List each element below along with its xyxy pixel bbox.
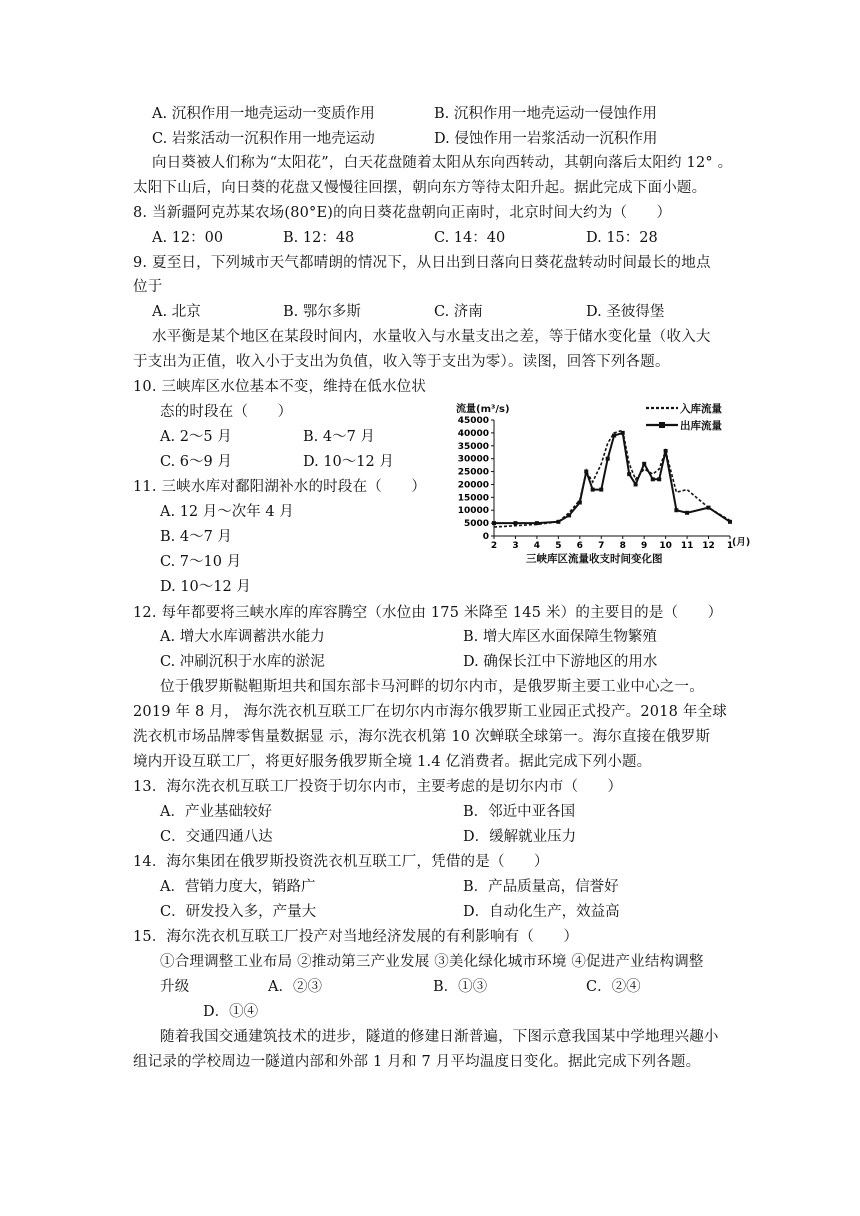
y-tick-label: 40000 — [457, 428, 489, 439]
q8-option-a: A. 12：00 — [152, 230, 224, 246]
outflow-point — [535, 521, 539, 525]
q15-option-a: A．②③ — [268, 979, 322, 995]
water-intro-1: 水平衡是某个地区在某段时间内，水量收入与水量支出之差，等于储水变化量（收入大 — [152, 329, 711, 345]
q14-option-a: A．营销力度大，销路广 — [160, 879, 316, 895]
x-tick-label: 7 — [598, 541, 605, 551]
q7-option-a: A. 沉积作用一地壳运动一变质作用 — [152, 106, 375, 122]
q13-option-a: A．产业基础较好 — [160, 804, 272, 820]
tunnel-intro-2: 组记录的学校周边一隧道内部和外部 1 月和 7 月平均温度日变化。据此完成下列各题。 — [133, 1054, 701, 1070]
x-tick-label: 1 — [726, 541, 734, 551]
outflow-point — [621, 431, 625, 435]
outflow-point — [674, 508, 678, 512]
haier-intro-3: 洗衣机市场品牌零售量数据显 示，海尔洗衣机第 10 次蝉联全球第一。海尔直接在俄罗斯 — [133, 729, 711, 745]
q15-option-c: C．②④ — [586, 979, 641, 995]
y-tick-label: 20000 — [457, 480, 489, 491]
x-tick-label: 5 — [555, 541, 562, 551]
y-tick-label: 15000 — [457, 493, 489, 504]
x-tick-label: 9 — [641, 541, 648, 551]
q9-option-a: A. 北京 — [152, 304, 201, 320]
outflow-point — [578, 500, 582, 504]
q15-items: ①合理调整工业布局 ②推动第三产业发展 ③美化绿化城市环境 ④促进产业结构调整 — [160, 954, 704, 970]
q15-items-cont: 升级 — [160, 979, 190, 995]
outflow-point — [685, 511, 689, 515]
outflow-series-line — [494, 433, 730, 523]
q14-option-b: B．产品质量高，信誉好 — [463, 879, 619, 895]
y-tick-label: 10000 — [457, 506, 489, 517]
haier-intro-2: 2019 年 8 月， 海尔洗衣机互联工厂在切尔内市海尔俄罗斯工业园正式投产。2018 年全球 — [133, 704, 727, 720]
tunnel-intro-1: 随着我国交通建筑技术的进步，隧道的修建日渐普遍，下图示意我国某中学地理兴趣小 — [160, 1029, 719, 1045]
y-tick-label: 0 — [482, 532, 489, 542]
y-tick-label: 30000 — [457, 454, 489, 465]
q10-stem-1: 10. 三峡库区水位基本不变，维持在低水位状 — [133, 379, 427, 395]
sunflower-intro-2: 太阳下山后，向日葵的花盘又慢慢往回摆，朝向东方等待太阳升起。据此完成下面小题。 — [133, 180, 707, 196]
q8-stem: 8. 当新疆阿克苏某农场(80°E)的向日葵花盘朝向正南时，北京时间大约为（ ） — [133, 205, 672, 221]
q7-option-d: D. 侵蚀作用一岩浆活动一沉积作用 — [434, 131, 658, 147]
outflow-point — [657, 477, 661, 481]
q11-stem: 11. 三峡水库对鄱阳湖补水的时段在（ ） — [133, 479, 427, 495]
chart-ylabel: 流量(m³/s) — [456, 404, 510, 415]
chart-title: 三峡库区流量收支时间变化图 — [526, 553, 663, 565]
reservoir-flow-chart — [446, 398, 766, 566]
q8-option-c: C. 14：40 — [434, 230, 506, 246]
legend-inflow-label: 入库流量 — [680, 403, 722, 415]
outflow-point — [707, 506, 711, 510]
q9-option-c: C. 济南 — [434, 304, 483, 320]
outflow-point — [627, 472, 631, 476]
outflow-point — [612, 433, 616, 437]
y-tick-label: 5000 — [463, 519, 489, 530]
outflow-point — [634, 482, 638, 486]
x-tick-label: 2 — [490, 541, 498, 551]
sunflower-intro-1: 向日葵被人们称为“太阳花”，白天花盘随着太阳从东向西转动，其朝向落后太阳约 12° 。 — [152, 155, 733, 171]
outflow-point — [584, 470, 588, 474]
q7-option-b: B. 沉积作用一地壳运动一侵蚀作用 — [434, 106, 657, 122]
q10-stem-2: 态的时段在（ ） — [160, 404, 293, 420]
q10-option-a: A. 2～5 月 — [160, 429, 232, 445]
outflow-point — [728, 520, 732, 524]
x-tick-label: 4 — [533, 541, 541, 551]
outflow-point — [513, 521, 517, 525]
q15-stem: 15．海尔洗衣机互联工厂投产对当地经济发展的有利影响有（ ） — [133, 929, 579, 945]
chart-xlabel: (月) — [732, 537, 751, 548]
outflow-point — [651, 477, 655, 481]
q14-stem: 14．海尔集团在俄罗斯投资洗衣机互联工厂，凭借的是（ ） — [133, 854, 549, 870]
haier-intro-4: 境内开设互联工厂，将更好服务俄罗斯全境 1.4 亿消费者。据此完成下列小题。 — [133, 754, 652, 770]
q10-option-b: B. 4～7 月 — [303, 429, 375, 445]
q12-option-c: C. 冲刷沉积于水库的淤泥 — [160, 654, 325, 670]
x-tick-label: 6 — [576, 541, 583, 551]
q15-option-d: D．①④ — [203, 1004, 259, 1020]
water-intro-2: 于支出为正值，收入小于支出为负值，收入等于支出为零）。读图，回答下列各题。 — [133, 354, 670, 370]
q12-option-a: A. 增大水库调蓄洪水能力 — [160, 629, 325, 645]
q9-option-b: B. 鄂尔多斯 — [283, 304, 361, 320]
outflow-point — [591, 488, 595, 492]
outflow-point — [606, 457, 610, 461]
outflow-point — [664, 449, 668, 453]
q8-option-d: D. 15：28 — [586, 230, 658, 246]
q10-option-c: C. 6～9 月 — [160, 454, 232, 470]
q9-option-d: D. 圣彼得堡 — [586, 304, 665, 320]
y-tick-label: 45000 — [457, 416, 489, 426]
q13-option-d: D．缓解就业压力 — [463, 829, 577, 845]
y-tick-label: 35000 — [457, 441, 489, 452]
x-tick-label: 10 — [659, 541, 672, 551]
q12-option-b: B. 增大库区水面保障生物繁殖 — [463, 629, 657, 645]
q13-stem: 13．海尔洗衣机互联工厂投资于切尔内市，主要考虑的是切尔内市（ ） — [133, 779, 623, 795]
x-tick-label: 8 — [619, 541, 626, 551]
q15-option-b: B．①③ — [433, 979, 488, 995]
q8-option-b: B. 12：48 — [283, 230, 355, 246]
outflow-point — [567, 513, 571, 517]
q12-option-d: D. 确保长江中下游地区的用水 — [463, 654, 658, 670]
x-tick-label: 3 — [512, 541, 519, 551]
q13-option-c: C．交通四通八达 — [160, 829, 273, 845]
q13-option-b: B．邻近中亚各国 — [463, 804, 576, 820]
q7-option-c: C. 岩浆活动一沉积作用一地壳运动 — [152, 131, 375, 147]
q9-stem-2: 位于 — [133, 279, 163, 295]
q11-option-d: D. 10～12 月 — [160, 579, 251, 595]
y-tick-label: 25000 — [457, 467, 489, 478]
haier-intro-1: 位于俄罗斯鞑靼斯坦共和国东部卡马河畔的切尔内市，是俄罗斯主要工业中心之一。 — [160, 679, 704, 695]
q10-option-d: D. 10～12 月 — [303, 454, 394, 470]
q12-stem: 12. 每年都要将三峡水库的库容腾空（水位由 175 米降至 145 米）的主要目的是（ ） — [133, 605, 723, 621]
x-tick-label: 12 — [702, 541, 715, 551]
legend-outflow-label: 出库流量 — [680, 420, 722, 432]
q11-option-c: C. 7～10 月 — [160, 554, 242, 570]
outflow-point — [556, 520, 560, 524]
outflow-point — [492, 521, 496, 525]
outflow-point — [599, 488, 603, 492]
legend-outflow-marker — [659, 422, 665, 428]
q14-option-c: C．研发投入多，产量大 — [160, 904, 317, 920]
x-tick-label: 11 — [680, 541, 694, 551]
q11-option-a: A. 12 月～次年 4 月 — [160, 504, 294, 520]
q9-stem-1: 9. 夏至日，下列城市天气都晴朗的情况下，从日出到日落向日葵花盘转动时间最长的地点 — [133, 255, 711, 271]
outflow-point — [642, 462, 646, 466]
q14-option-d: D．自动化生产，效益高 — [463, 904, 620, 920]
q11-option-b: B. 4～7 月 — [160, 529, 232, 545]
